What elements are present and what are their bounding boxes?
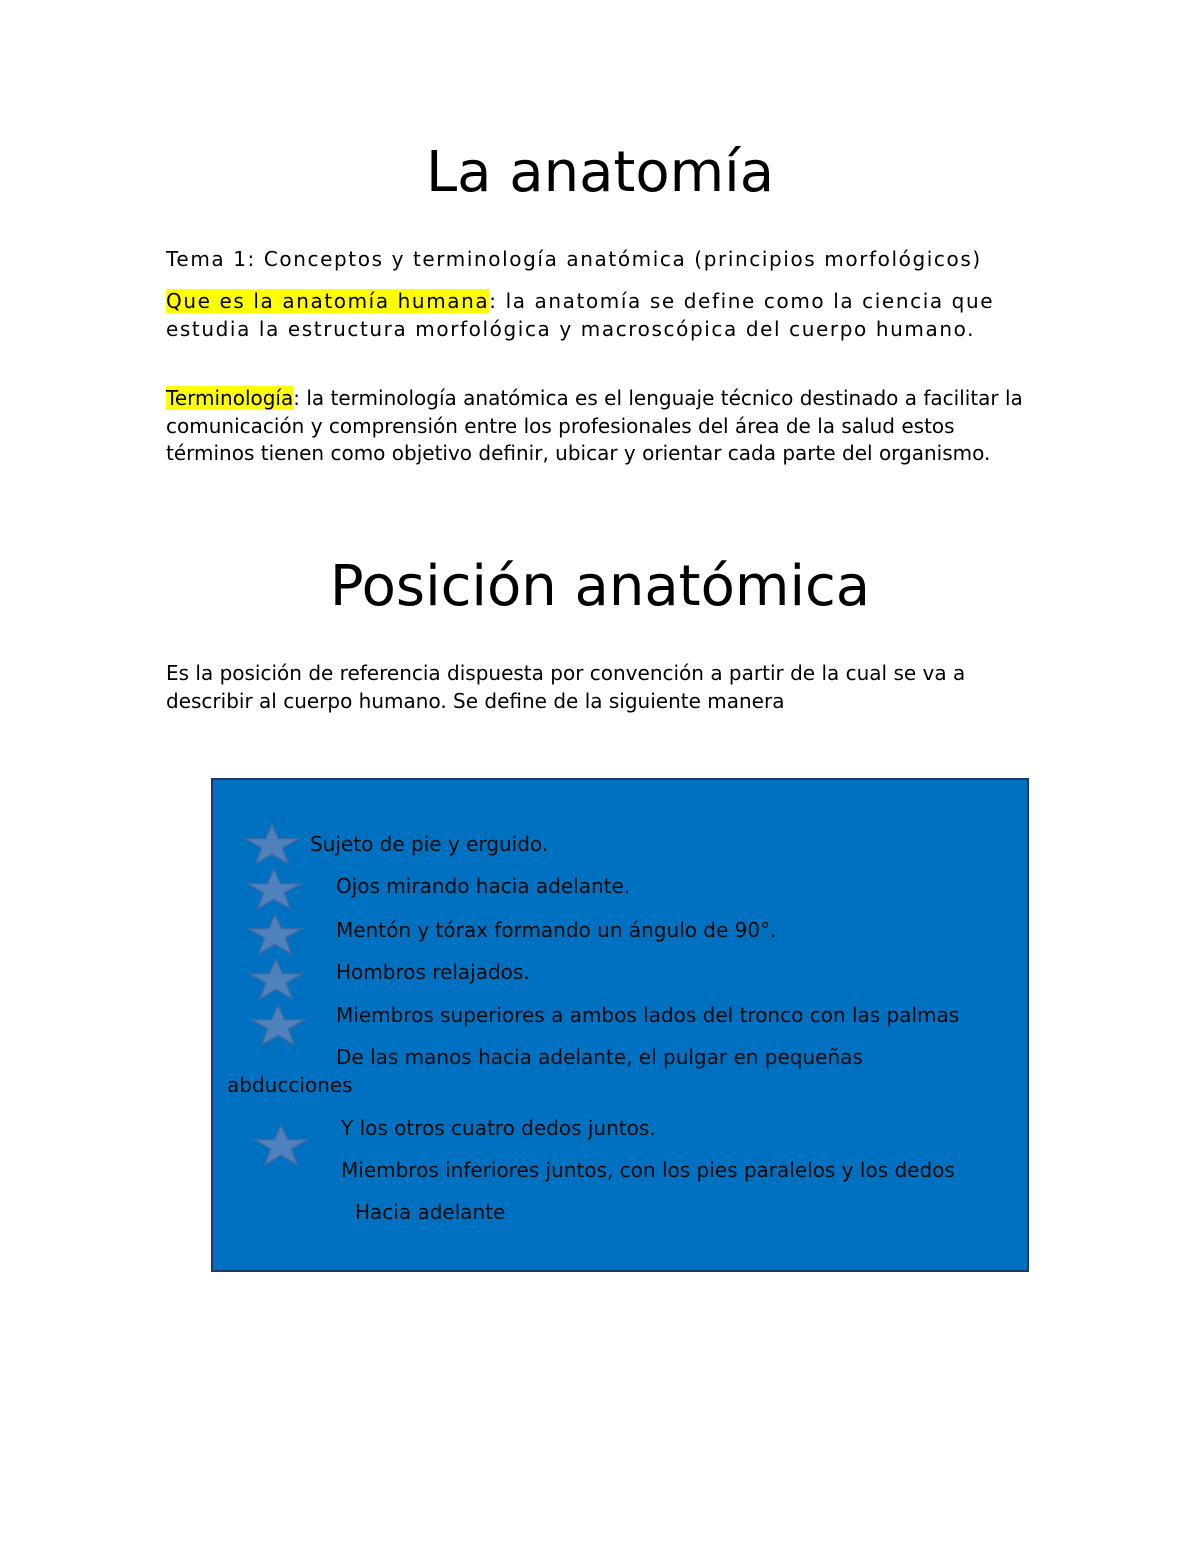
star-icon	[245, 867, 303, 911]
term-terminology-highlight: Terminología	[166, 386, 294, 410]
box-line: Mentón y tórax formando un ángulo de 90°.	[336, 918, 777, 942]
definition-terminology-text: : la terminología anatómica es el lenguaje técnico destinado a facilitar la comunicación y comprensión entre los profesionales del área de la salud estos términos tienen como objetivo definir, ubicar y orientar cada parte del organismo.	[166, 386, 1023, 465]
definition-terminology	[166, 385, 1046, 468]
box-line: Y los otros cuatro dedos juntos.	[341, 1116, 656, 1140]
box-line: Ojos mirando hacia adelante.	[336, 874, 631, 898]
box-line: De las manos hacia adelante, el pulgar en pequeñas	[336, 1045, 863, 1069]
box-line: Hacia adelante	[355, 1200, 506, 1224]
section-heading: Posición anatómica	[329, 554, 871, 619]
star-icon	[252, 1123, 310, 1167]
box-line: Sujeto de pie y erguido.	[310, 832, 549, 856]
definition-anatomy-text: : la anatomía se define como la ciencia que estudia la estructura morfológica y macroscópica del cuerpo humano.	[166, 289, 995, 341]
term-anatomy-highlight: Que es la anatomía humana	[166, 289, 490, 313]
box-line: Miembros superiores a ambos lados del tronco con las palmas	[336, 1003, 960, 1027]
box-line: abducciones	[227, 1073, 353, 1097]
topic-line: Tema 1: Conceptos y terminología anatómica (principios morfológicos)	[166, 247, 982, 271]
star-icon	[246, 912, 304, 956]
star-icon	[247, 957, 305, 1001]
star-icon	[243, 822, 301, 866]
box-line: Miembros inferiores juntos, con los pies paralelos y los dedos	[341, 1158, 955, 1182]
box-line: Hombros relajados.	[336, 960, 530, 984]
definition-anatomy	[166, 288, 1026, 343]
star-icon	[249, 1003, 307, 1047]
intro-paragraph: Es la posición de referencia dispuesta por convención a partir de la cual se va a describir al cuerpo humano. Se define de la siguiente manera	[166, 661, 966, 713]
page-title: La anatomía	[425, 140, 775, 205]
